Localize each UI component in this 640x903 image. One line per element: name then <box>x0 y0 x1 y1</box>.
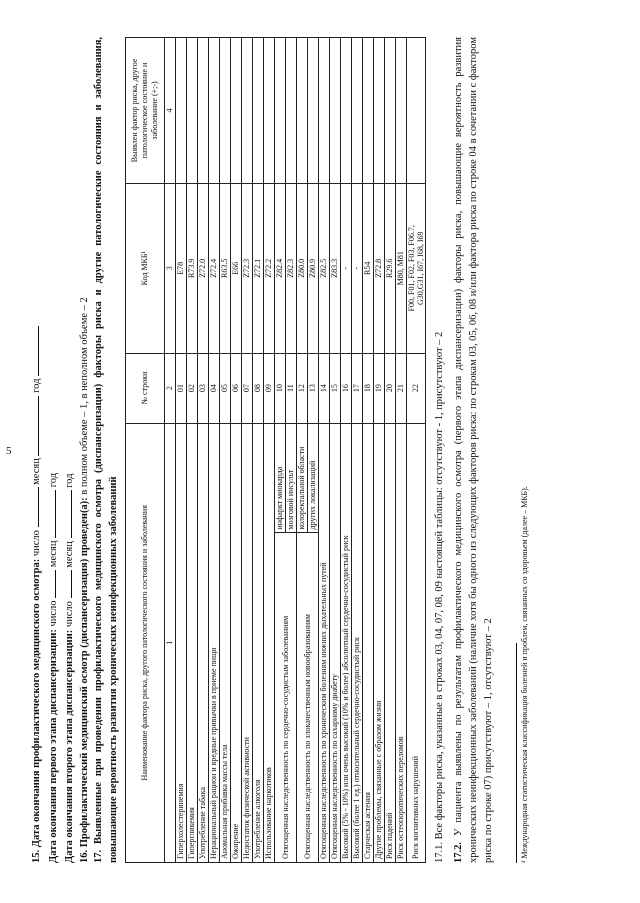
footnote: ¹ Международная статистическая классификация болезней и проблем, связанных со здоровьем (далее – МКБ). <box>520 486 529 863</box>
line-15b-label: Дата окончания второго этапа диспансеризации: <box>64 629 75 863</box>
month-blank[interactable] <box>28 396 39 456</box>
table-row <box>176 38 187 863</box>
line-15 <box>28 37 45 863</box>
line-17: 17. Выявленные при проведении профилактического медицинского осмотра (диспансеризации) факторы риска и другие патологические состояния и заболевания, повышающие вероятность развития хронических неинфекционных заболеваний <box>93 37 119 863</box>
row-name: Старческая астения <box>363 423 374 862</box>
table-row <box>297 38 308 863</box>
year-label-a: год <box>47 472 59 488</box>
row-found-cell[interactable] <box>242 38 253 184</box>
table-row <box>220 38 231 863</box>
row-found-cell[interactable] <box>308 38 319 184</box>
row-no: 18 <box>363 353 374 423</box>
day-label-a: число <box>47 600 59 627</box>
risk-factors-table <box>125 37 426 863</box>
row-found-cell[interactable] <box>286 38 297 184</box>
row-no: 13 <box>308 353 319 423</box>
table-row <box>396 38 407 863</box>
row-name: Высокий (5% - 10%) или очень высокий (10% и более) абсолютный сердечно-сосудистый риск <box>341 423 352 862</box>
row-code: Z83.3 <box>330 183 341 353</box>
col-number-1: 1 <box>165 423 176 862</box>
row-code: Z80.9 <box>308 183 319 353</box>
row-name: Употребление алкоголя <box>253 423 264 862</box>
row-no: 04 <box>209 353 220 423</box>
day-blank-b[interactable] <box>61 570 72 598</box>
row-found-cell[interactable] <box>363 38 374 184</box>
table-row <box>209 38 220 863</box>
row-found-cell[interactable] <box>297 38 308 184</box>
line-15-label: 15. Дата окончания профилактического медицинского осмотра: <box>31 558 42 863</box>
row-found-cell[interactable] <box>330 38 341 184</box>
table-row <box>198 38 209 863</box>
row-code: - <box>352 183 363 353</box>
row-code: - <box>341 183 352 353</box>
table-row <box>341 38 352 863</box>
row-name: Другие проблемы, связанные с образом жизни <box>374 423 385 862</box>
year-blank[interactable] <box>28 326 39 376</box>
row-no: 16 <box>341 353 352 423</box>
row-name: Употребление табака <box>198 423 209 862</box>
table-row <box>253 38 264 863</box>
row-found-cell[interactable] <box>209 38 220 184</box>
row-no: 10 <box>275 353 286 423</box>
row-found-cell[interactable] <box>396 38 407 184</box>
row-name: Использование наркотиков <box>264 423 275 862</box>
row-found-cell[interactable] <box>319 38 330 184</box>
row-code: E78 <box>176 183 187 353</box>
row-no: 06 <box>231 353 242 423</box>
table-row <box>407 38 426 863</box>
table-row <box>385 38 396 863</box>
col-number-2: 2 <box>165 353 176 423</box>
year-label-b: год <box>64 473 75 488</box>
row-code: R29.6 <box>385 183 396 353</box>
row-code: Z72.4 <box>209 183 220 353</box>
row-code: Z72.0 <box>198 183 209 353</box>
row-name: Риск остеопоротических переломов <box>396 423 407 862</box>
row-found-cell[interactable] <box>385 38 396 184</box>
table-row <box>352 38 363 863</box>
row-no: 02 <box>187 353 198 423</box>
row-found-cell[interactable] <box>198 38 209 184</box>
header-found: Выявлен фактор риска, другое патологическое состояние и заболевание (+;-) <box>126 38 165 184</box>
row-subname: инфаркт миокарда <box>275 423 286 533</box>
row-found-cell[interactable] <box>341 38 352 184</box>
row-no: 20 <box>385 353 396 423</box>
onco-heredity-name: Отягощенная наследственность по злокачественным новообразованиям <box>297 533 319 863</box>
row-code: Z80.0 <box>297 183 308 353</box>
row-name: Риск когнитивных нарушений <box>407 423 426 862</box>
paragraph-17-2-text: У пациента выявлены по результатам профилактического медицинского осмотра (первого этапа диспансеризации) факторы риска, повышающие вероятность развития хронических неинфекционных заболеваний (наличие хотя бы одного из следующих факторов риска: по строкам 03, 05, 06, 08 и/или фактора риска по строке 04 в сочетании с фактором риска по строке 07) присутствуют – 1, отсутствуют – 2 <box>453 37 494 863</box>
row-no: 01 <box>176 353 187 423</box>
row-code: Z72.2 <box>264 183 275 353</box>
row-code: M80, M81 <box>396 183 407 353</box>
row-name: Гиперхолестеринемия <box>176 423 187 862</box>
row-code: Z82.3 <box>286 183 297 353</box>
month-blank-b[interactable] <box>61 491 72 539</box>
page-number: 5 <box>6 445 12 457</box>
row-found-cell[interactable] <box>231 38 242 184</box>
document-body <box>28 37 530 863</box>
month-blank-a[interactable] <box>45 490 56 538</box>
row-code: Z72.1 <box>253 183 264 353</box>
row-code: Z72.3 <box>242 183 253 353</box>
row-no: 03 <box>198 353 209 423</box>
month-label-b: месяц <box>64 541 75 568</box>
table-row <box>275 38 286 863</box>
row-no: 15 <box>330 353 341 423</box>
day-blank-a[interactable] <box>45 570 56 598</box>
month-label-a: месяц <box>47 540 59 568</box>
col-number-3: 3 <box>165 183 176 353</box>
row-found-cell[interactable] <box>253 38 264 184</box>
day-label-b: число <box>64 601 75 628</box>
table-row <box>242 38 253 863</box>
row-no: 11 <box>286 353 297 423</box>
row-subname: других локализаций <box>308 423 319 533</box>
table-row <box>264 38 275 863</box>
month-label: месяц <box>31 458 42 485</box>
header-name: Наименование фактора риска, другого патологического состояния и заболевания <box>126 423 165 862</box>
row-found-cell[interactable] <box>220 38 231 184</box>
row-name: Недостаток физической активности <box>242 423 253 862</box>
line-16-label: 16. Профилактический медицинский осмотр (диспансеризация) проведен(а): <box>78 497 90 863</box>
row-found-cell[interactable] <box>374 38 385 184</box>
row-code: R73.9 <box>187 183 198 353</box>
line-15a <box>45 37 62 863</box>
line-15b <box>61 37 78 863</box>
row-code: Z82.5 <box>319 183 330 353</box>
row-subname: колоректальной области <box>297 423 308 533</box>
table-row <box>330 38 341 863</box>
row-name: Риск падений <box>385 423 396 862</box>
year-label: год <box>31 378 42 393</box>
paragraph-17-2 <box>451 37 496 863</box>
line-15a-label: Дата окончания первого этапа диспансеризации: <box>47 629 59 863</box>
table-row <box>187 38 198 863</box>
col-number-4: 4 <box>165 38 176 184</box>
row-found-cell[interactable] <box>187 38 198 184</box>
line-16-rest: в полном объеме – 1, в неполном объеме – 2 <box>78 297 90 495</box>
row-no: 08 <box>253 353 264 423</box>
row-subname: мозговой инсульт <box>286 423 297 533</box>
row-found-cell[interactable] <box>275 38 286 184</box>
row-name: Нерациональный рацион и вредные привычки в приеме пищи <box>209 423 220 862</box>
row-code: R63.5 <box>220 183 231 353</box>
row-name: Высокий (более 1 ед.) относительный сердечно-сосудистый риск <box>352 423 363 862</box>
row-found-cell[interactable] <box>407 38 426 184</box>
cognitive-code-line-2: G30,G31, I67, I68, I69 <box>416 231 425 306</box>
row-code: E66 <box>231 183 242 353</box>
row-found-cell[interactable] <box>264 38 275 184</box>
row-no: 12 <box>297 353 308 423</box>
row-code-cognitive <box>407 183 426 353</box>
row-found-cell[interactable] <box>176 38 187 184</box>
row-found-cell[interactable] <box>352 38 363 184</box>
row-no: 19 <box>374 353 385 423</box>
row-no: 14 <box>319 353 330 423</box>
row-name: Отягощенная наследственность по сахарному диабету <box>330 423 341 862</box>
paragraph-17-1: 17.1. Все факторы риска, указанные в строках 03, 04, 07, 08, 09 настоящей таблицы: отсутствуют - 1, присутствуют – 2 <box>434 331 445 863</box>
row-no: 22 <box>407 353 426 423</box>
row-no: 05 <box>220 353 231 423</box>
row-code: Z72.8 <box>374 183 385 353</box>
cognitive-code-line-1: F00, F01, F02, F03, F06.7, <box>407 225 416 312</box>
table-row <box>374 38 385 863</box>
header-row-no: № строки <box>126 353 165 423</box>
row-name: Отягощенная наследственность по хроническим болезням нижних дыхательных путей <box>319 423 330 862</box>
row-no: 09 <box>264 353 275 423</box>
row-no: 17 <box>352 353 363 423</box>
table-row <box>363 38 374 863</box>
row-no: 21 <box>396 353 407 423</box>
table-row <box>231 38 242 863</box>
day-label: число <box>31 530 42 557</box>
row-name: Гипергликемия <box>187 423 198 862</box>
row-code: Z82.4 <box>275 183 286 353</box>
day-blank[interactable] <box>28 487 39 527</box>
cardio-heredity-name: Отягощенная наследственность по сердечно-сосудистым заболеваниям <box>275 533 297 863</box>
row-code: R54 <box>363 183 374 353</box>
paragraph-17-2-label: 17.2. <box>453 842 464 863</box>
table-row <box>319 38 330 863</box>
line-16 <box>78 37 93 863</box>
header-code: Код МКБ¹ <box>126 183 165 353</box>
row-name: Аномальная прибавка массы тела <box>220 423 231 862</box>
row-no: 07 <box>242 353 253 423</box>
row-name: Ожирение <box>231 423 242 862</box>
footnote-divider <box>516 643 517 863</box>
